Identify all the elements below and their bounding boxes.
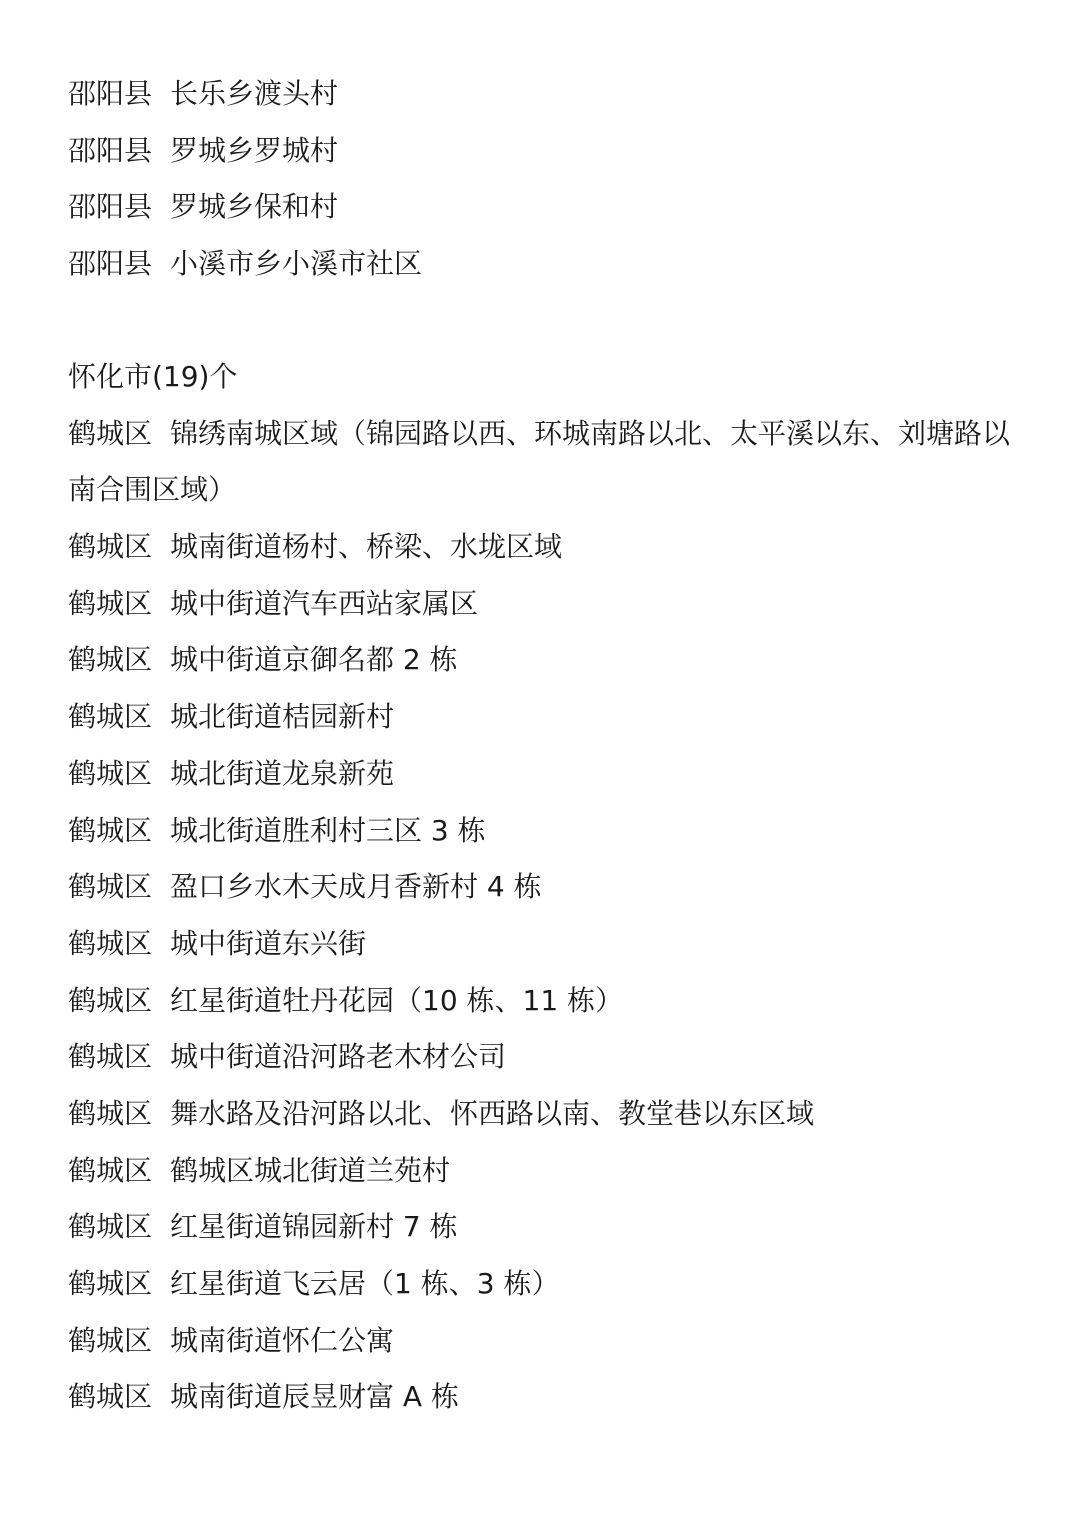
location-name: 红星街道牡丹花园（10 栋、11 栋） — [170, 983, 624, 1017]
location-name: 城北街道桔园新村 — [170, 700, 395, 734]
location-name: 城南街道辰昱财富 A 栋 — [170, 1380, 459, 1414]
list-item — [68, 973, 1028, 1030]
district-name: 邵阳县 — [68, 77, 153, 110]
district-name: 鹤城区 — [68, 1153, 153, 1187]
location-name: 城中街道沿河路老木材公司 — [170, 1040, 507, 1074]
list-item — [68, 1369, 1028, 1426]
list-item — [68, 1199, 1028, 1256]
list-item — [68, 859, 1028, 916]
list-item — [68, 746, 1028, 803]
district-name: 鹤城区 — [68, 530, 153, 564]
district-name: 鹤城区 — [68, 1096, 153, 1130]
list-item — [68, 406, 1028, 519]
district-name: 鹤城区 — [68, 416, 153, 450]
location-name: 锦绣南城区域（锦园路以西、环城南路以北、太平溪以东、刘塘路以南合围区域） — [68, 416, 1011, 507]
location-name: 长乐乡渡头村 — [170, 77, 339, 110]
location-name: 鹤城区城北街道兰苑村 — [170, 1153, 451, 1187]
district-name: 鹤城区 — [68, 813, 153, 847]
district-name: 邵阳县 — [68, 247, 153, 281]
location-name: 城北街道龙泉新苑 — [170, 756, 395, 790]
location-name: 城中街道汽车西站家属区 — [170, 586, 479, 620]
list-item — [68, 689, 1028, 746]
district-name: 鹤城区 — [68, 756, 153, 790]
huaihua-list — [68, 349, 1028, 1426]
district-name: 邵阳县 — [68, 133, 153, 167]
list-item — [68, 1256, 1028, 1313]
district-name: 鹤城区 — [68, 926, 153, 960]
location-name: 红星街道锦园新村 7 栋 — [170, 1210, 458, 1244]
location-name: 罗城乡罗城村 — [170, 133, 339, 167]
district-name: 鹤城区 — [68, 1210, 153, 1244]
district-name: 鹤城区 — [68, 1040, 153, 1074]
location-name: 城中街道东兴街 — [170, 926, 367, 960]
list-item — [68, 916, 1028, 973]
list-item — [68, 519, 1028, 576]
list-item — [68, 123, 1028, 180]
list-item — [68, 1086, 1028, 1143]
list-item — [68, 1313, 1028, 1370]
district-name: 鹤城区 — [68, 1380, 153, 1414]
shaoyang-list — [68, 66, 1028, 293]
location-name: 小溪市乡小溪市社区 — [170, 247, 423, 281]
location-name: 城中街道京御名都 2 栋 — [170, 643, 458, 677]
district-name: 鹤城区 — [68, 1267, 153, 1301]
list-item — [68, 632, 1028, 689]
location-name: 城南街道怀仁公寓 — [170, 1323, 395, 1357]
district-name: 鹤城区 — [68, 870, 153, 904]
section-heading: 怀化市(19)个 — [68, 360, 238, 393]
list-item — [68, 803, 1028, 860]
list-item — [68, 179, 1028, 236]
location-name: 盈口乡水木天成月香新村 4 栋 — [170, 870, 542, 904]
list-item — [68, 576, 1028, 633]
list-item — [68, 66, 1028, 123]
list-item — [68, 1029, 1028, 1086]
district-name: 鹤城区 — [68, 983, 153, 1017]
list-item — [68, 236, 1028, 293]
district-name: 邵阳县 — [68, 190, 153, 224]
location-name: 罗城乡保和村 — [170, 190, 339, 224]
location-name: 城北街道胜利村三区 3 栋 — [170, 813, 486, 847]
district-name: 鹤城区 — [68, 586, 153, 620]
district-name: 鹤城区 — [68, 1323, 153, 1357]
location-name: 城南街道杨村、桥梁、水垅区域 — [170, 530, 563, 564]
district-name: 鹤城区 — [68, 700, 153, 734]
location-name: 红星街道飞云居（1 栋、3 栋） — [170, 1267, 560, 1301]
list-item — [68, 1143, 1028, 1200]
district-name: 鹤城区 — [68, 643, 153, 677]
location-name: 舞水路及沿河路以北、怀西路以南、教堂巷以东区域 — [170, 1096, 815, 1130]
